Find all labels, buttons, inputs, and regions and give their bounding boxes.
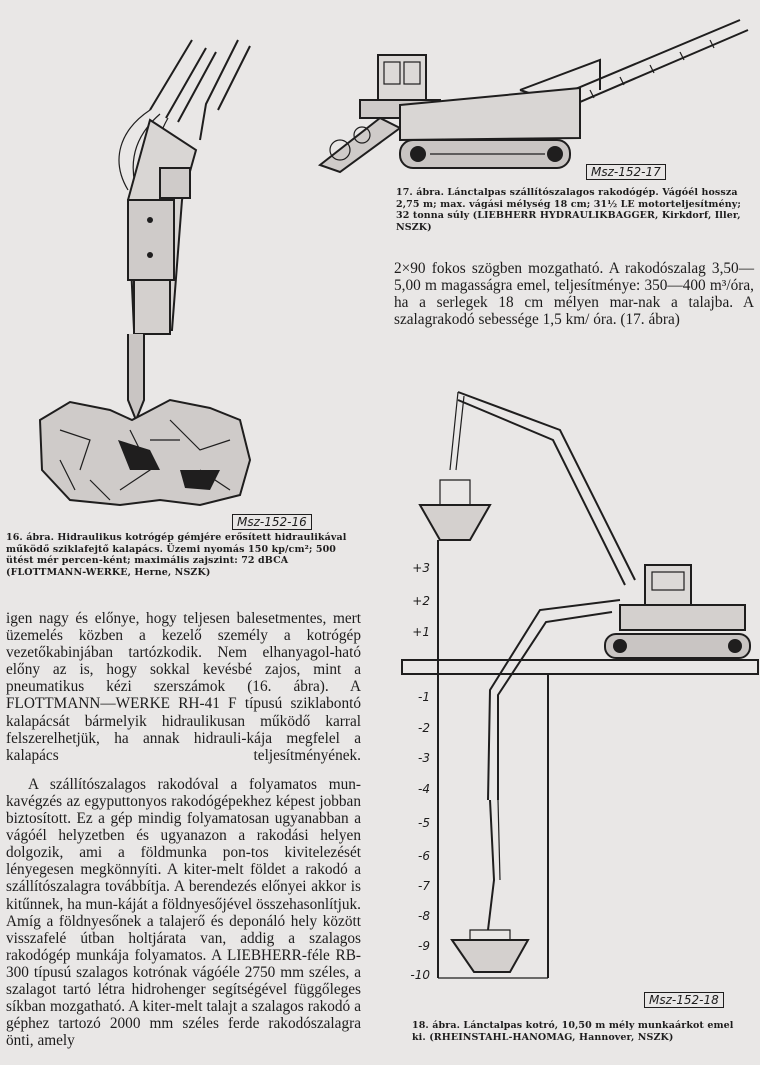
paragraph: igen nagy és előnye, hogy teljesen balesetmentes, mert üzemelés közben a kezelő személy a kotrógép vezetőkabinjában tartózkodik. Nem elhanyagol-ható előny az is, hogy sokkal kevésbé zajos, mint a pneumatikus kézi szerszámok (16. ábra). A FLOTTMANN—WERKE RH-41 F típusú sziklabontó kalapácsát bármelyik hidraulikusan működő karral felszerelhetjük, ha annak hidrauli-kája megfelel a kalapács teljesítményének. (6, 610, 361, 764)
figure-16-stamp: Msz-152-16 (232, 514, 312, 530)
depth-tick: +1 (412, 625, 430, 639)
depth-tick: -10 (410, 968, 430, 982)
depth-tick: -7 (418, 879, 430, 893)
depth-tick: +2 (412, 594, 430, 608)
depth-tick: -1 (418, 690, 430, 704)
paragraph: 2×90 fokos szögben mozgatható. A rakodószalag 3,50—5,00 m magasságra emel, teljesítménye: 350—400 m³/óra, ha a serlegek 18 cm mélyen mar-nak a talajba. A szalagrakodó sebessége 1,5 km/ óra. (17. ábra) (394, 260, 754, 329)
depth-tick: -3 (418, 751, 430, 765)
body-text-left (6, 610, 361, 1049)
depth-tick: -6 (418, 849, 430, 863)
figure-18-caption: 18. ábra. Lánctalpas kotró, 10,50 m mély munkaárkot emel ki. (RHEINSTAHL-HANOMAG, Hannover, NSZK) (412, 1020, 734, 1043)
depth-tick: -2 (418, 721, 430, 735)
depth-tick: +3 (412, 561, 430, 575)
paragraph: A szállítószalagos rakodóval a folyamatos mun-kavégzés az egyputtonyos rakodógépekhez képest jobban biztosított. Ez a gép mindig folyamatosan ugyanabban a vágóél helyzetben és ugyanazon a rakodási helyen dolgozik, ami a földmunka pon-tos kivitelezését lényegesen megkönnyíti. A kiter-melt földet a rakodó a szállítószalagra továbbítja. A berendezés előnyei akkor is kitűnnek, ha mun-káját a földnyesőjével összehasonlítjuk. Amíg a földnyesőnek a talajerő és deponáló hely között visszafelé útban holtjárata van, addig a szalagos rakodógép munkája folyamatos. A LIEBHERR-féle RB-300 típusú szalagos kotrónak vágóéle 2750 mm széles, a szalagot tartó létra hidrohenger segítségével függőleges síkban mozgatható. A kiter-melt talajt a szalagos rakodó a géphez tartozó 2000 mm széles ferde rakodószalagra önti, amely (6, 775, 361, 1050)
figure-18-stamp: Msz-152-18 (644, 992, 724, 1008)
figure-16-caption: 16. ábra. Hidraulikus kotrógép gémjére erősített hidraulikával működő sziklafejtő kalapács. Üzemi nyomás 150 kp/cm²; 500 ütést mér percen-ként; maximális zajszint: 72 dBCA (FLOTTMANN-WERKE, Herne, NSZK) (6, 532, 347, 578)
figure-17-stamp: Msz-152-17 (586, 164, 666, 180)
depth-tick: -5 (418, 816, 430, 830)
depth-tick: -8 (418, 909, 430, 923)
depth-tick: -9 (418, 939, 430, 953)
depth-tick: -4 (418, 782, 430, 796)
figure-17-caption: 17. ábra. Lánctalpas szállítószalagos rakodógép. Vágóél hossza 2,75 m; max. vágási mélység 18 cm; 31½ LE motorteljesítmény; 32 tonna súly (LIEBHERR HYDRAULIKBAGGER, Kirkdorf, Iller, NSZK) (396, 187, 741, 233)
